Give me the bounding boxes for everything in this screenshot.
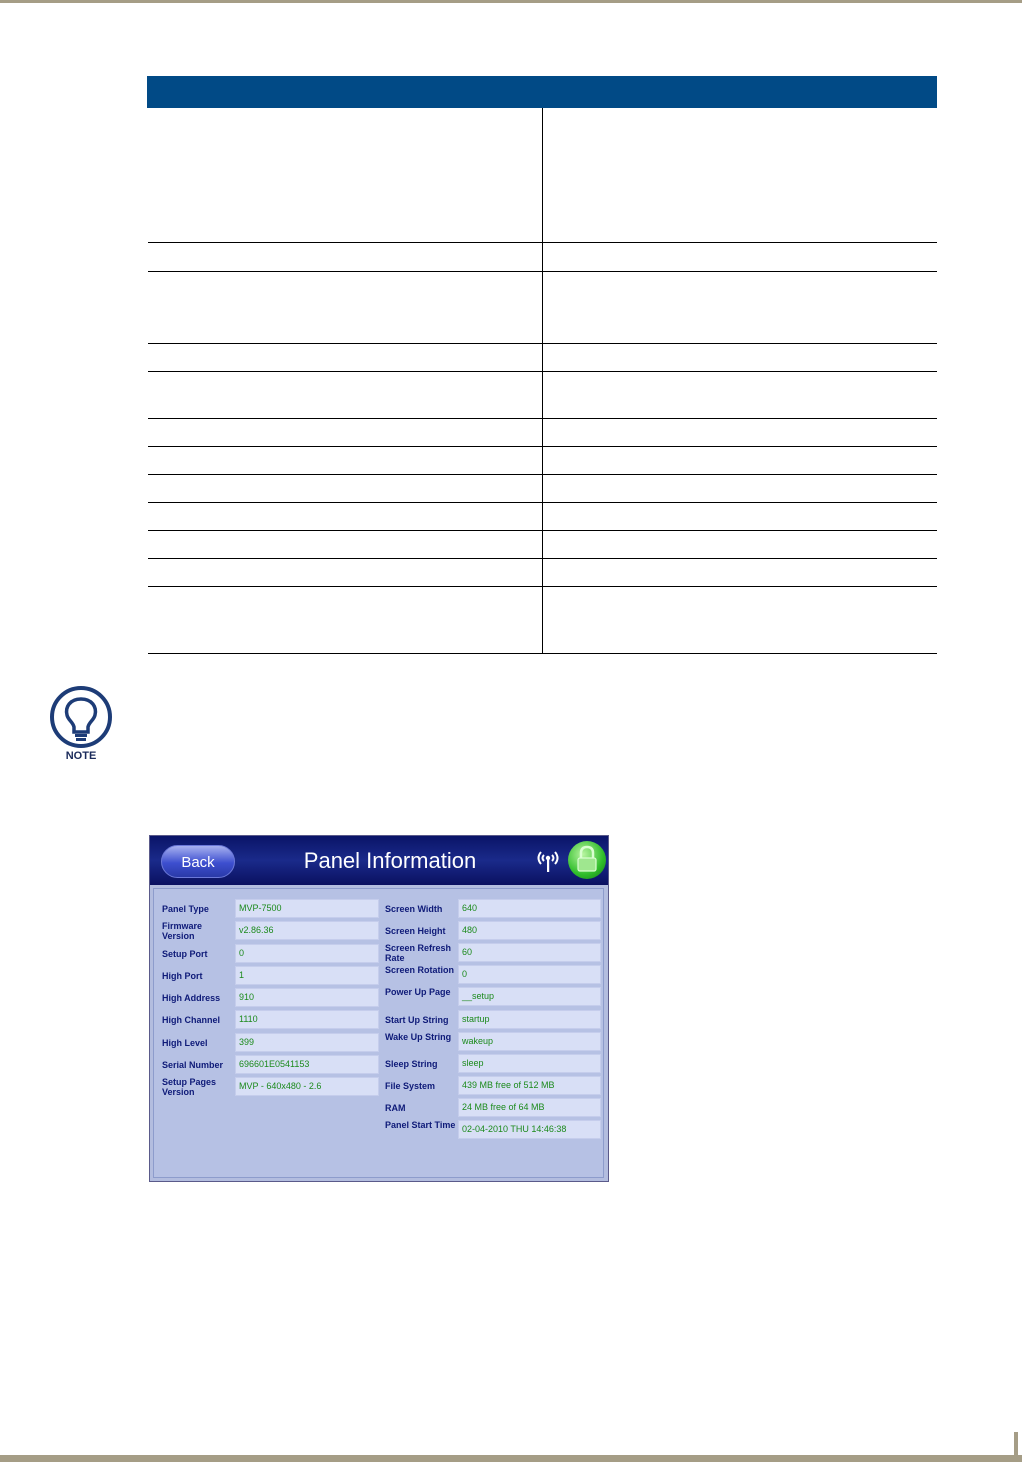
lightbulb-icon (50, 686, 112, 750)
field-value: v2.86.36 (235, 921, 379, 940)
field-value: 24 MB free of 64 MB (458, 1098, 601, 1117)
note-label: NOTE (65, 750, 97, 762)
table-row (148, 272, 937, 344)
field-value: 0 (458, 965, 601, 984)
field-value: 1110 (235, 1010, 379, 1029)
table-row (148, 587, 937, 654)
field-value: 1 (235, 966, 379, 985)
field-serial-number (162, 1055, 382, 1074)
back-button[interactable]: Back (161, 845, 235, 878)
field-high-channel (162, 1010, 382, 1029)
field-value: 0 (235, 944, 379, 963)
field-high-port (162, 966, 382, 985)
field-label: Firmware Version (162, 921, 203, 941)
padlock-glyph-icon (568, 841, 606, 879)
table-row (148, 531, 937, 559)
field-start-up-string (385, 1010, 603, 1029)
field-screen-height (385, 921, 603, 940)
table-row (148, 372, 937, 419)
top-rule (0, 0, 1022, 3)
field-label: Sleep String (385, 1059, 438, 1069)
field-value: MVP-7500 (235, 899, 379, 918)
field-label: Power Up Page (385, 987, 451, 997)
panel-body (153, 888, 604, 1178)
field-label: High Channel (162, 1015, 220, 1025)
table-row (148, 447, 937, 475)
field-label: File System (385, 1081, 436, 1091)
table-row (148, 344, 937, 372)
field-label: Screen Refresh Rate (385, 943, 452, 963)
field-screen-rotation (385, 965, 603, 984)
field-value: __setup (458, 987, 601, 1006)
field-label: Serial Number (162, 1060, 224, 1070)
field-value: 480 (458, 921, 601, 940)
field-label: Setup Pages Version (162, 1077, 217, 1097)
table-row (148, 419, 937, 447)
field-high-level (162, 1033, 382, 1052)
field-label: RAM (385, 1103, 406, 1113)
field-value: MVP - 640x480 - 2.6 (235, 1077, 379, 1096)
table-row (148, 243, 937, 272)
field-value: 399 (235, 1033, 379, 1052)
lock-icon[interactable] (568, 841, 606, 879)
field-file-system (385, 1076, 603, 1095)
field-label: Start Up String (385, 1015, 449, 1025)
panel-information-screen (149, 835, 609, 1182)
field-setup-pages-version (162, 1077, 382, 1096)
field-ram (385, 1098, 603, 1117)
table-header-cell (148, 77, 937, 108)
field-sleep-string (385, 1054, 603, 1073)
table-row (148, 475, 937, 503)
field-value: 60 (458, 943, 601, 962)
field-label: Screen Height (385, 926, 446, 936)
panel-header (150, 836, 608, 885)
field-value: wakeup (458, 1032, 601, 1051)
table-header (148, 77, 937, 108)
field-label: Panel Type (162, 904, 209, 914)
field-screen-refresh-rate (385, 943, 603, 962)
field-label: Wake Up String (385, 1032, 452, 1042)
field-setup-port (162, 944, 382, 963)
field-value: 439 MB free of 512 MB (458, 1076, 601, 1095)
field-label: Setup Port (162, 949, 208, 959)
table-row (148, 559, 937, 587)
page-corner-tick (1014, 1432, 1018, 1455)
field-value: 696601E0541153 (235, 1055, 379, 1074)
info-table (147, 76, 937, 654)
field-value: 02-04-2010 THU 14:46:38 (458, 1120, 601, 1139)
field-firmware-version (162, 921, 382, 940)
field-screen-width (385, 899, 603, 918)
field-label: Screen Rotation (385, 965, 455, 975)
note (50, 686, 112, 766)
field-panel-type (162, 899, 382, 918)
field-power-up-page (385, 987, 603, 1006)
field-label: Panel Start Time (385, 1120, 456, 1130)
field-label: High Address (162, 993, 221, 1003)
field-value: sleep (458, 1054, 601, 1073)
bottom-rule (0, 1455, 1022, 1462)
field-label: High Level (162, 1038, 208, 1048)
field-wake-up-string (385, 1032, 603, 1051)
wireless-signal-icon (535, 847, 561, 873)
field-value: 640 (458, 899, 601, 918)
field-label: Screen Width (385, 904, 443, 914)
field-value: 910 (235, 988, 379, 1007)
field-high-address (162, 988, 382, 1007)
panel-title: Panel Information (303, 848, 477, 873)
field-value: startup (458, 1010, 601, 1029)
field-panel-start-time (385, 1120, 603, 1139)
table-row (148, 108, 937, 243)
table-row (148, 503, 937, 531)
field-label: High Port (162, 971, 203, 981)
